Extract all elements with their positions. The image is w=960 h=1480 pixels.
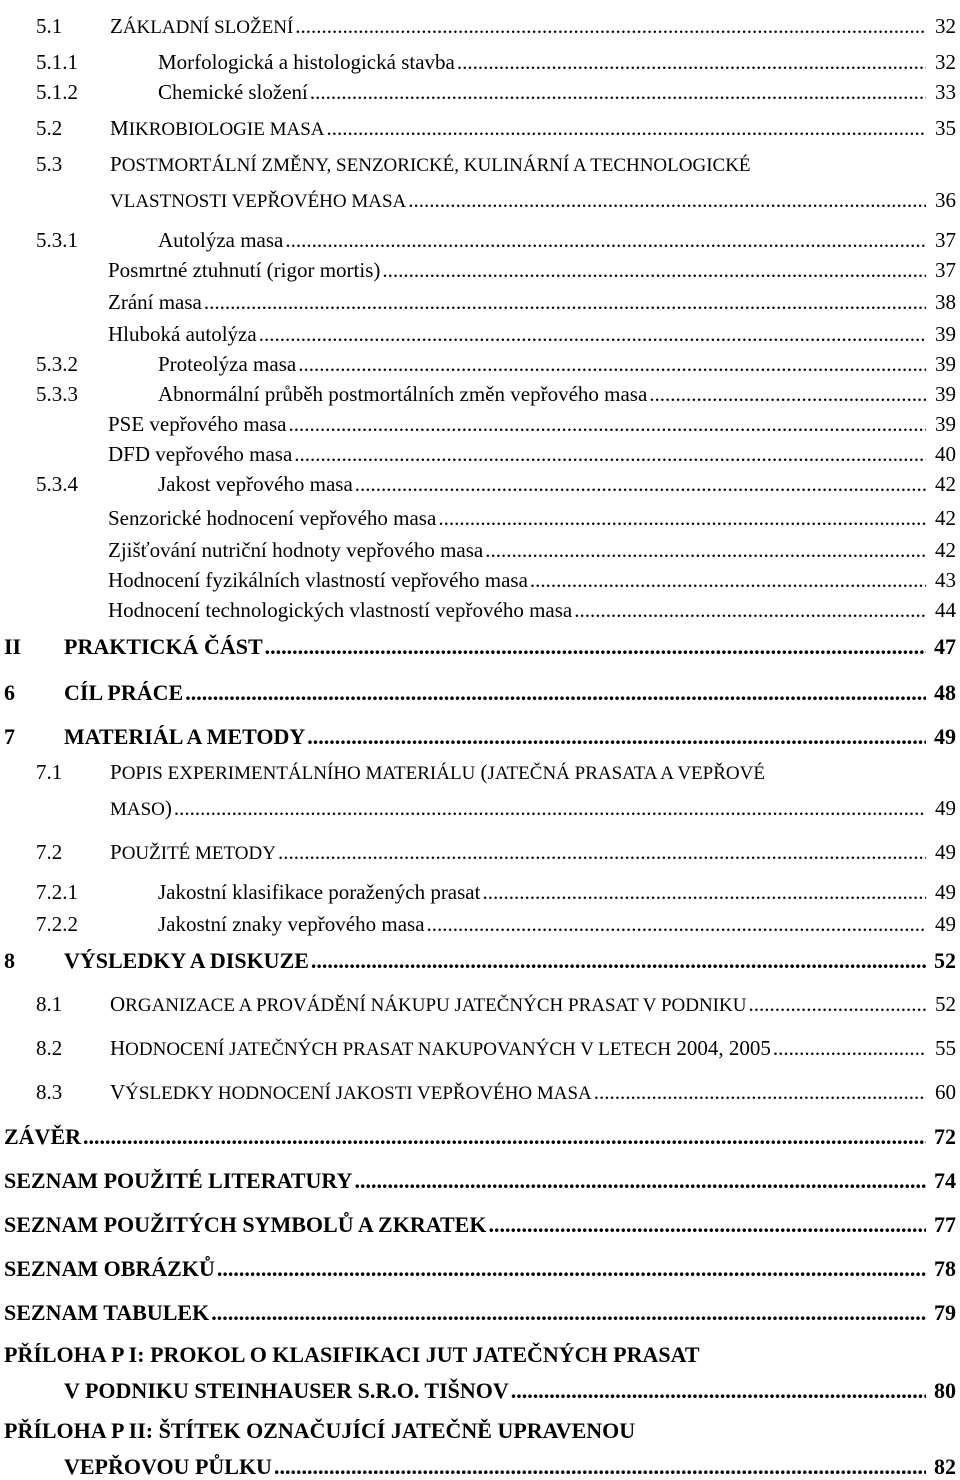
section-number: 7 xyxy=(4,724,15,749)
dot-leader xyxy=(530,568,926,593)
entry-title-part: PSE vepřového masa xyxy=(108,412,287,436)
page-number: 42 xyxy=(935,538,956,562)
page-number: 38 xyxy=(935,290,956,314)
entry-title-part: RGANIZACE A PROVÁDĚNÍ NÁKUPU JATEČNÝCH PRASAT V PODNIKU xyxy=(125,995,747,1016)
page-number: 48 xyxy=(934,680,956,705)
dot-leader xyxy=(274,1454,926,1480)
entry-title xyxy=(108,322,257,347)
page-number: 49 xyxy=(935,796,956,820)
page-number: 39 xyxy=(935,322,956,346)
dot-leader xyxy=(211,1300,926,1326)
dot-leader xyxy=(382,258,926,283)
entry-title-part: CÍL PRÁCE xyxy=(64,680,184,705)
entry-title xyxy=(4,1212,486,1238)
entry-title-part: P xyxy=(110,840,122,864)
section-number: 5.3.4 xyxy=(36,472,78,496)
dot-leader xyxy=(204,290,926,315)
dot-leader xyxy=(438,506,926,531)
dot-leader xyxy=(185,680,926,706)
entry-title-part: PŘÍLOHA P I: PROKOL O KLASIFIKACI JUT JATEČNÝCH PRASAT xyxy=(4,1342,700,1367)
page-number: 82 xyxy=(934,1454,956,1479)
dot-leader xyxy=(174,796,926,821)
page-number: 37 xyxy=(935,258,956,282)
section-number: 5.2 xyxy=(36,116,63,140)
entry-title-part: ( xyxy=(475,760,488,784)
page-number: 40 xyxy=(935,442,956,466)
entry-title xyxy=(110,14,293,39)
entry-title-part: ZÁVĚR xyxy=(4,1124,82,1149)
section-number: 7.1 xyxy=(36,760,63,784)
entry-title-part: Jakostní klasifikace poražených prasat xyxy=(158,880,481,904)
dot-leader xyxy=(327,116,927,141)
entry-title xyxy=(110,760,765,785)
entry-title xyxy=(110,188,406,213)
entry-title xyxy=(64,680,183,706)
page-number: 42 xyxy=(935,506,956,530)
entry-title xyxy=(4,1124,81,1150)
page-number: 60 xyxy=(935,1080,956,1104)
entry-title xyxy=(158,228,283,253)
entry-title-part: VLASTNOSTI VEPŘOVÉHO MASA xyxy=(110,191,407,212)
page-number: 35 xyxy=(935,116,956,140)
entry-title-part: M xyxy=(110,116,129,140)
entry-title xyxy=(110,1036,771,1061)
dot-leader xyxy=(354,1168,926,1194)
page-number: 49 xyxy=(934,724,956,749)
entry-title-part: IKROBIOLOGIE MASA xyxy=(128,119,325,140)
entry-title xyxy=(64,634,263,660)
dot-leader xyxy=(594,1080,926,1105)
entry-title xyxy=(110,992,746,1017)
entry-title xyxy=(4,1300,209,1326)
page-number: 49 xyxy=(935,880,956,904)
section-number: 7.2 xyxy=(36,840,63,864)
entry-title xyxy=(158,80,308,105)
entry-title xyxy=(108,568,528,593)
entry-title-part: ÝSLEDKY HODNOCENÍ JAKOSTI VEPŘOVÉHO MASA xyxy=(125,1083,592,1104)
section-number: 5.3.1 xyxy=(36,228,78,252)
dot-leader xyxy=(311,948,926,974)
entry-title-part: V PODNIKU STEINHAUSER S.R.O. TIŠNOV xyxy=(64,1378,509,1403)
entry-title xyxy=(4,1256,215,1282)
entry-title xyxy=(158,472,353,497)
section-number: 8 xyxy=(4,948,15,973)
entry-title-part: ODNOCENÍ JATEČNÝCH PRASAT NAKUPOVANÝCH V LETECH xyxy=(125,1039,672,1060)
entry-title xyxy=(110,796,172,821)
entry-title-part: Abnormální průběh postmortálních změn vepřového masa xyxy=(158,382,648,406)
page-number: 37 xyxy=(935,228,956,252)
entry-title xyxy=(110,1080,592,1105)
entry-title-part: VÝSLEDKY A DISKUZE xyxy=(64,948,309,973)
entry-title xyxy=(108,442,292,467)
entry-title xyxy=(108,538,483,563)
dot-leader xyxy=(310,80,926,105)
section-number: 5.1 xyxy=(36,14,63,38)
entry-title-part: SEZNAM POUŽITÝCH SYMBOLŮ A ZKRATEK xyxy=(4,1212,487,1237)
dot-leader xyxy=(83,1124,926,1150)
page-number: 52 xyxy=(935,992,956,1016)
entry-title-part: Jakost vepřového masa xyxy=(158,472,353,496)
entry-title-part: VEPŘOVOU PŮLKU xyxy=(64,1454,272,1479)
page-number: 47 xyxy=(934,634,956,659)
page-number: 52 xyxy=(934,948,956,973)
entry-title-part: ÁKLADNÍ SLOŽENÍ xyxy=(122,17,294,38)
entry-title-part: 2004, 2005 xyxy=(671,1036,771,1060)
entry-title-part: PŘÍLOHA P II: ŠTÍTEK OZNAČUJÍCÍ JATEČNĚ UPRAVENOU xyxy=(4,1418,636,1443)
entry-title-part: MASO xyxy=(110,799,165,820)
section-number: 5.3.2 xyxy=(36,352,78,376)
entry-title-part: JATEČNÁ PRASATA A VEPŘOVÉ xyxy=(487,763,765,784)
dot-leader xyxy=(485,538,926,563)
page-number: 49 xyxy=(935,840,956,864)
entry-title xyxy=(4,1342,700,1368)
entry-title xyxy=(64,948,309,974)
entry-title xyxy=(108,598,572,623)
entry-title-part: P xyxy=(110,760,122,784)
entry-title xyxy=(158,382,647,407)
page-number: 39 xyxy=(935,412,956,436)
dot-leader xyxy=(307,724,926,750)
entry-title xyxy=(158,880,480,905)
page-number: 80 xyxy=(934,1378,956,1403)
section-number: 5.1.2 xyxy=(36,80,78,104)
entry-title xyxy=(110,116,325,141)
entry-title-part: MATERIÁL A METODY xyxy=(64,724,306,749)
page-number: 33 xyxy=(935,80,956,104)
section-number: 8.3 xyxy=(36,1080,63,1104)
dot-leader xyxy=(298,352,926,377)
dot-leader xyxy=(278,840,926,865)
entry-title-part: Proteolýza masa xyxy=(158,352,297,376)
entry-title-part: Morfologická a histologická stavba xyxy=(158,50,455,74)
entry-title-part: H xyxy=(110,1036,126,1060)
page-number: 55 xyxy=(935,1036,956,1060)
entry-title xyxy=(108,290,202,315)
entry-title-part: Hluboká autolýza xyxy=(108,322,257,346)
entry-title-part: O xyxy=(110,992,126,1016)
entry-title xyxy=(108,258,380,283)
dot-leader xyxy=(294,442,926,467)
page-number: 79 xyxy=(934,1300,956,1325)
page-number: 78 xyxy=(934,1256,956,1281)
entry-title-part: OUŽITÉ METODY xyxy=(121,843,276,864)
section-number: 7.2.1 xyxy=(36,880,78,904)
page-number: 42 xyxy=(935,472,956,496)
dot-leader xyxy=(265,634,926,660)
page-number: 39 xyxy=(935,382,956,406)
section-number: 6 xyxy=(4,680,15,705)
entry-title xyxy=(64,724,305,750)
entry-title xyxy=(64,1378,509,1404)
page-number: 32 xyxy=(935,50,956,74)
dot-leader xyxy=(408,188,926,213)
dot-leader xyxy=(649,382,926,407)
entry-title-part: Senzorické hodnocení vepřového masa xyxy=(108,506,437,530)
entry-title-part: V xyxy=(110,1080,126,1104)
section-number: 8.1 xyxy=(36,992,63,1016)
entry-title-part: Posmrtné ztuhnutí (rigor mortis) xyxy=(108,258,381,282)
entry-title xyxy=(158,50,455,75)
entry-title-part: SEZNAM POUŽITÉ LITERATURY xyxy=(4,1168,353,1193)
dot-leader xyxy=(748,992,926,1017)
entry-title xyxy=(158,912,425,937)
section-number: 5.1.1 xyxy=(36,50,78,74)
page-number: 77 xyxy=(934,1212,956,1237)
dot-leader xyxy=(259,322,926,347)
dot-leader xyxy=(217,1256,926,1282)
entry-title xyxy=(110,840,276,865)
dot-leader xyxy=(355,472,926,497)
entry-title xyxy=(64,1454,272,1480)
dot-leader xyxy=(427,912,926,937)
entry-title-part: Hodnocení technologických vlastností vepřového masa xyxy=(108,598,573,622)
entry-title-part: Hodnocení fyzikálních vlastností vepřového masa xyxy=(108,568,528,592)
entry-title-part: OSTMORTÁLNÍ ZMĚNY, SENZORICKÉ, KULINÁRNÍ A TECHNOLOGICKÉ xyxy=(121,155,751,176)
entry-title-part: Zjišťování nutriční hodnoty vepřového masa xyxy=(108,538,484,562)
entry-title-part: SEZNAM OBRÁZKŮ xyxy=(4,1256,215,1281)
entry-title-part: ) xyxy=(164,796,172,820)
page-number: 39 xyxy=(935,352,956,376)
entry-title-part: OPIS EXPERIMENTÁLNÍHO MATERIÁLU xyxy=(121,763,476,784)
page-number: 72 xyxy=(934,1124,956,1149)
entry-title-part: P xyxy=(110,152,122,176)
entry-title xyxy=(4,1418,635,1444)
entry-title-part: Autolýza masa xyxy=(158,228,284,252)
entry-title xyxy=(158,352,296,377)
dot-leader xyxy=(488,1212,926,1238)
section-number: 7.2.2 xyxy=(36,912,78,936)
entry-title-part: Zrání masa xyxy=(108,290,202,314)
dot-leader xyxy=(574,598,926,623)
page-number: 74 xyxy=(934,1168,956,1193)
dot-leader xyxy=(773,1036,926,1061)
dot-leader xyxy=(482,880,926,905)
entry-title xyxy=(110,152,751,177)
dot-leader xyxy=(457,50,926,75)
dot-leader xyxy=(285,228,926,253)
entry-title-part: DFD vepřového masa xyxy=(108,442,293,466)
entry-title xyxy=(108,506,436,531)
page-number: 44 xyxy=(935,598,956,622)
section-number: 5.3 xyxy=(36,152,63,176)
entry-title-part: Chemické složení xyxy=(158,80,308,104)
page-number: 43 xyxy=(935,568,956,592)
page-number: 32 xyxy=(935,14,956,38)
page-number: 36 xyxy=(935,188,956,212)
section-number: 5.3.3 xyxy=(36,382,78,406)
section-number: II xyxy=(4,634,22,659)
dot-leader xyxy=(288,412,926,437)
entry-title xyxy=(4,1168,352,1194)
page-number: 49 xyxy=(935,912,956,936)
entry-title-part: SEZNAM TABULEK xyxy=(4,1300,210,1325)
section-number: 8.2 xyxy=(36,1036,63,1060)
entry-title-part: Z xyxy=(110,14,123,38)
entry-title xyxy=(108,412,286,437)
entry-title-part: Jakostní znaky vepřového masa xyxy=(158,912,425,936)
dot-leader xyxy=(295,14,926,39)
entry-title-part: PRAKTICKÁ ČÁST xyxy=(64,634,263,659)
dot-leader xyxy=(511,1378,926,1404)
